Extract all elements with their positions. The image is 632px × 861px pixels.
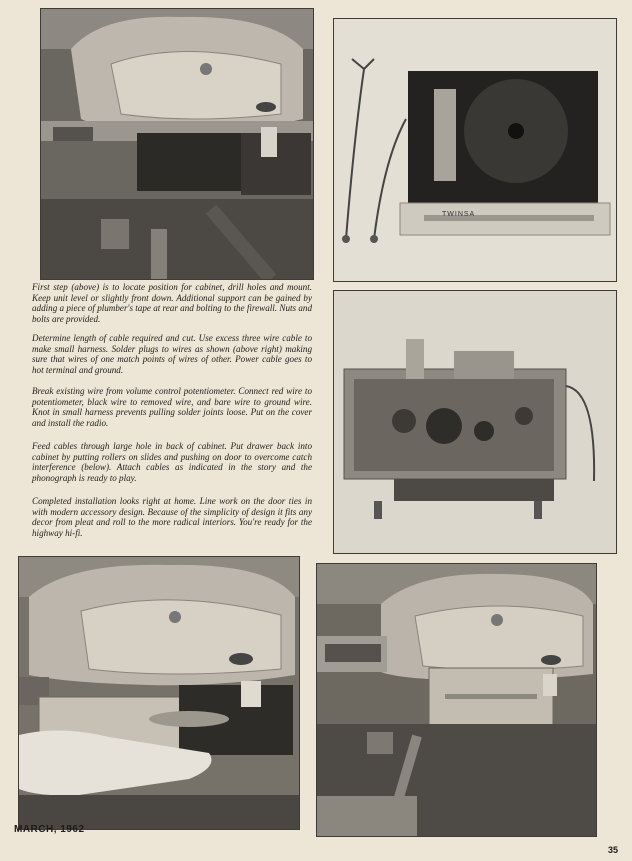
photo-completed-installation: [316, 563, 597, 837]
photo-radio-wiring: [333, 290, 617, 554]
caption-volume-potentiometer: Break existing wire from volume control potentiometer. Connect red wire to potentiometer, black wire to removed wire, and bare wire to ground wire. Knot in small harness prevents pulling solder joints loose. Put on the cover and install the radio.: [32, 386, 312, 428]
photo-phonograph-drawer: [333, 18, 617, 282]
issue-date: MARCH, 1962: [14, 824, 85, 835]
caption-feed-cables: Feed cables through large hole in back of cabinet. Put drawer back into cabinet by putting rollers on slides and pushing on door to overcome catch interference (below). Attach cables as indicated in the story and the phonograph is ready to play.: [32, 441, 312, 483]
caption-completed-installation: Completed installation looks right at home. Line work on the door ties in with modern accessory design. Because of the simplicity of design it fits any decor from pleat and roll to the more radical interiors. You're ready for the highway hi-fi.: [32, 496, 312, 538]
photo-drawer-installing: [18, 556, 300, 830]
phonograph-brand-label: TWINSA: [442, 211, 476, 218]
page-number: 35: [607, 845, 618, 855]
caption-locate-cabinet: First step (above) is to locate position for cabinet, drill holes and mount. Keep unit level or slightly front down. Additional support can be gained by adding a piece of plumber's tape at rear and bolting to the firewall. Nuts and bolts are provided.: [32, 282, 312, 324]
photo-cabinet-mounted: [40, 8, 314, 280]
caption-cable-harness: Determine length of cable required and cut. Use excess three wire cable to make small harness. Solder plugs to wires as shown (above right) making sure that wires of one match points of wires of other. Power cable goes to hot terminal and ground.: [32, 333, 312, 375]
